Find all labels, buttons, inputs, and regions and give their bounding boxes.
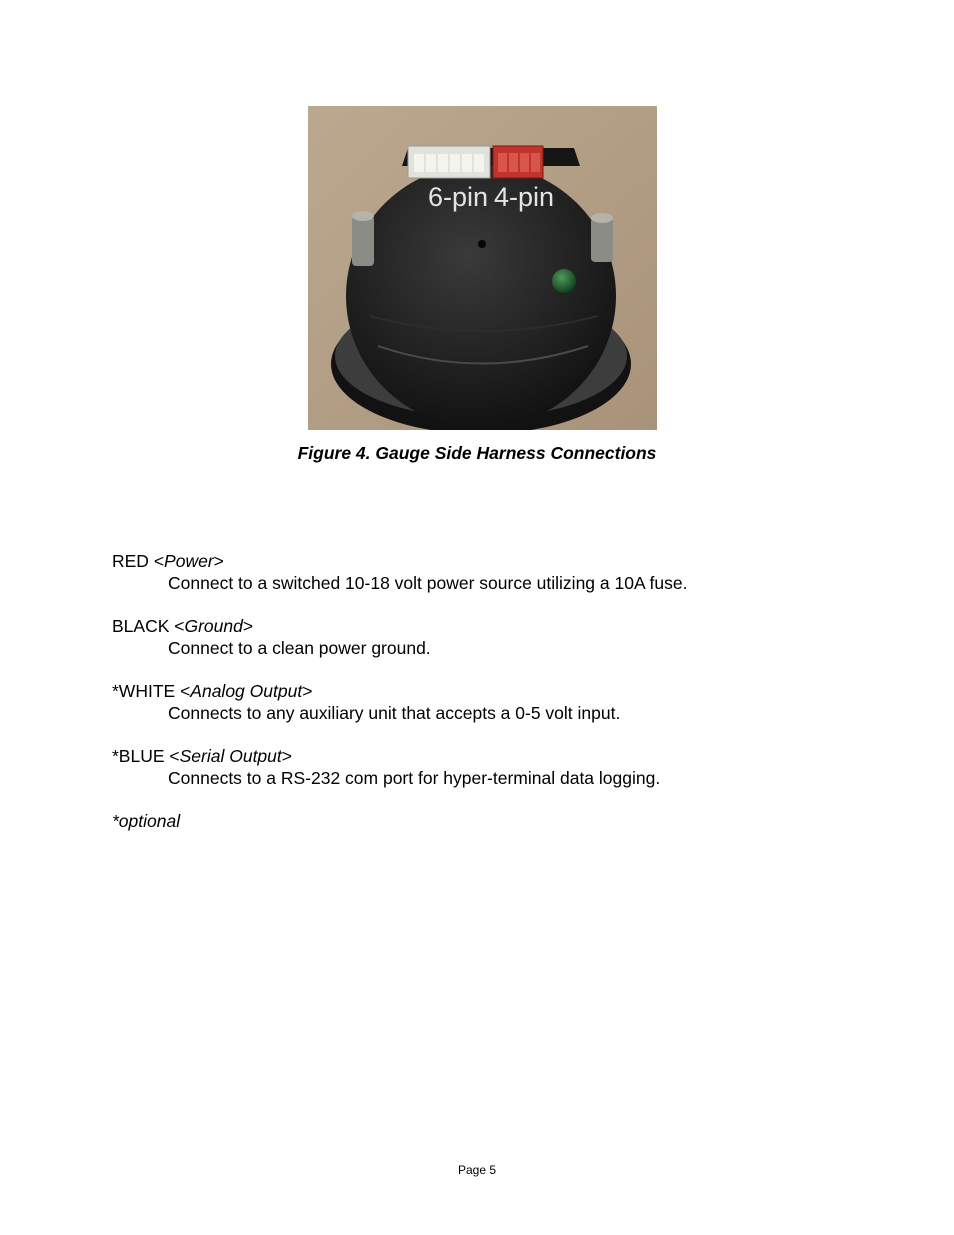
center-screw — [478, 240, 486, 248]
wire-color: *WHITE — [112, 681, 176, 701]
gauge-back-photo — [308, 106, 657, 430]
wire-heading: RED <Power> — [112, 551, 224, 571]
wire-description: Connect to a switched 10-18 volt power source utilizing a 10A fuse. — [168, 573, 688, 593]
wire-function: Ground — [184, 616, 243, 636]
wire-heading: *WHITE <Analog Output> — [112, 681, 313, 701]
wire-entry-black — [112, 615, 872, 659]
mounting-stud-right — [591, 213, 613, 262]
wire-color: BLACK — [112, 616, 170, 636]
page-number: Page 5 — [457, 1163, 497, 1177]
wire-function: Power — [164, 551, 214, 571]
wire-heading: *BLUE <Serial Output> — [112, 746, 292, 766]
six-pin-label: 6-pin — [428, 182, 489, 212]
wire-color: *BLUE — [112, 746, 165, 766]
wire-heading: BLACK <Ground> — [112, 616, 254, 636]
wire-connection-list — [112, 550, 872, 832]
wire-description: Connect to a clean power ground. — [168, 638, 431, 658]
mounting-stud-left — [352, 211, 374, 266]
wire-description: Connects to a RS-232 com port for hyper-terminal data logging. — [168, 768, 661, 788]
optional-note: *optional — [112, 811, 181, 831]
wire-entry-white — [112, 680, 872, 724]
figure-caption: Figure 4. Gauge Side Harness Connections — [297, 443, 657, 463]
gauge-back-illustration — [308, 106, 657, 430]
four-pin-connector — [493, 146, 543, 178]
wire-description: Connects to any auxiliary unit that accepts a 0-5 volt input. — [168, 703, 621, 723]
wire-function: Analog Output — [190, 681, 303, 701]
wire-entry-blue — [112, 745, 872, 789]
indicator-led — [552, 269, 576, 293]
wire-function: Serial Output — [179, 746, 282, 766]
four-pin-label: 4-pin — [494, 182, 555, 212]
wire-color: RED — [112, 551, 149, 571]
six-pin-connector — [408, 146, 490, 178]
wire-entry-red — [112, 550, 872, 594]
